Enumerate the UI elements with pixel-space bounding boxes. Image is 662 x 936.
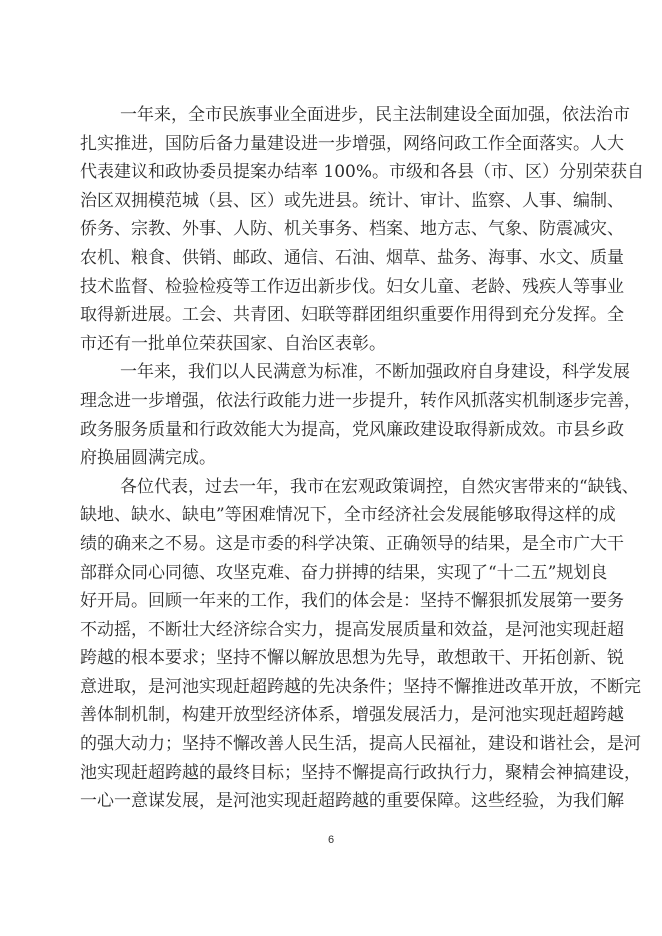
- paragraph-1-line-5: 侨务、宗教、外事、人防、机关事务、档案、地方志、气象、防震减灾、: [80, 219, 624, 240]
- paragraph-3-line-1: 各位代表，过去一年，我市在宏观政策调控，自然灾害带来的“缺钱、: [120, 476, 639, 497]
- paragraph-3-line-6: 不动摇，不断壮大经济综合实力，提高发展质量和效益，是河池实现赶超: [80, 619, 624, 640]
- paragraph-1-line-6: 农机、粮食、供销、邮政、通信、石油、烟草、盐务、海事、水文、质量: [80, 247, 624, 268]
- paragraph-3-line-9: 善体制机制，构建开放型经济体系，增强发展活力，是河池实现赶超跨越: [80, 705, 624, 726]
- paragraph-3-line-8: 意进取，是河池实现赶超跨越的先决条件；坚持不懈推进改革开放，不断完: [80, 676, 641, 697]
- paragraph-2-line-4: 府换届圆满完成。: [80, 448, 216, 469]
- paragraph-1-line-4: 治区双拥模范城（县、区）或先进县。统计、审计、监察、人事、编制、: [80, 190, 624, 211]
- paragraph-1-line-8: 取得新进展。工会、共青团、妇联等群团组织重要作用得到充分发挥。全: [80, 305, 624, 326]
- paragraph-3-line-3: 绩的确来之不易。这是市委的科学决策、正确领导的结果，是全市广大干: [80, 533, 624, 554]
- paragraph-3-line-7: 跨越的根本要求；坚持不懈以解放思想为先导，敢想敢干、开拓创新、锐: [80, 648, 624, 669]
- paragraph-1-line-7: 技术监督、检验检疫等工作迈出新步伐。妇女儿童、老龄、残疾人等事业: [80, 276, 624, 297]
- paragraph-1-line-1: 一年来，全市民族事业全面进步，民主法制建设全面加强，依法治市: [120, 105, 630, 125]
- paragraph-3-line-12: 一心一意谋发展，是河池实现赶超跨越的重要保障。这些经验，为我们解: [80, 791, 624, 812]
- paragraph-2-line-3: 政务服务质量和行政效能大为提高，党风廉政建设取得新成效。市县乡政: [80, 419, 624, 440]
- paragraph-3-line-2: 缺地、缺水、缺电”等困难情况下，全市经济社会发展能够取得这样的成: [80, 505, 616, 526]
- paragraph-2-line-2: 理念进一步增强，依法行政能力进一步提升，转作风抓落实机制逐步完善，: [80, 390, 641, 411]
- paragraph-3-line-5: 好开局。回顾一年来的工作，我们的体会是：坚持不懈狠抓发展第一要务: [80, 591, 624, 612]
- paragraph-3-line-11: 池实现赶超跨越的最终目标；坚持不懈提高行政执行力，聚精会神搞建设，: [80, 762, 641, 783]
- page-number: 6: [327, 834, 335, 846]
- paragraph-1-line-2: 扎实推进，国防后备力量建设进一步增强，网络问政工作全面落实。人大: [80, 133, 624, 154]
- paragraph-2-line-1: 一年来，我们以人民满意为标准，不断加强政府自身建设，科学发展: [120, 362, 630, 383]
- paragraph-1-line-3: 代表建议和政协委员提案办结率 100%。市级和各县（市、区）分别荣获自: [80, 162, 645, 183]
- paragraph-3-line-4: 部群众同心同德、攻坚克难、奋力拼搏的结果，实现了“十二五”规划良: [80, 562, 608, 583]
- paragraph-1-line-9: 市还有一批单位荣获国家、自治区表彰。: [80, 333, 386, 354]
- paragraph-3-line-10: 的强大动力；坚持不懈改善人民生活，提高人民福祉，建设和谐社会，是河: [80, 734, 641, 755]
- body-text: [80, 101, 645, 816]
